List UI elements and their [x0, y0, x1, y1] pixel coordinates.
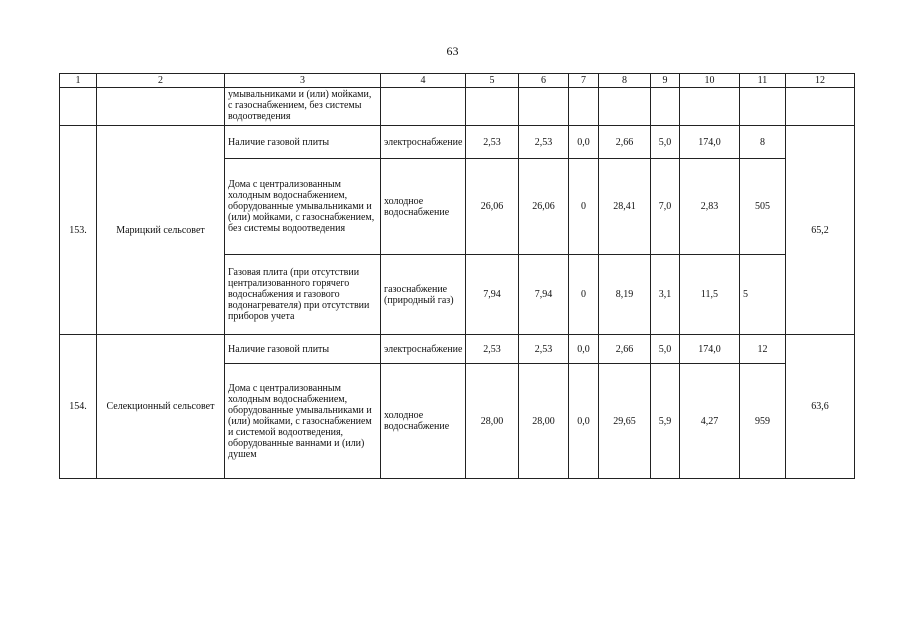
- cell-c10: 174,0: [680, 126, 740, 159]
- cell-c7: 0,0: [569, 335, 599, 364]
- cell-c7: 0: [569, 255, 599, 335]
- cell-c8: 28,41: [599, 159, 651, 255]
- header-cell-1: 1: [60, 74, 97, 88]
- cell-c7: 0: [569, 159, 599, 255]
- row-service: электроснабжение: [381, 335, 466, 364]
- row-service: электроснабжение: [381, 126, 466, 159]
- cell-c11: 959: [740, 364, 786, 479]
- cell-c10: 2,83: [680, 159, 740, 255]
- header-cell-8: 8: [599, 74, 651, 88]
- header-cell-2: 2: [97, 74, 225, 88]
- cell-c5: 2,53: [466, 126, 519, 159]
- cell-c5: 26,06: [466, 159, 519, 255]
- block-number: 154.: [60, 335, 97, 479]
- cell-c9: 5,0: [651, 126, 680, 159]
- cell-c9: 7,0: [651, 159, 680, 255]
- cell-c5: 2,53: [466, 335, 519, 364]
- cell-c8: 29,65: [599, 364, 651, 479]
- cell-c5: 7,94: [466, 255, 519, 335]
- header-cell-3: 3: [225, 74, 381, 88]
- cell-c11: 12: [740, 335, 786, 364]
- header-cell-5: 5: [466, 74, 519, 88]
- settlement-name: Марицкий сельсовет: [97, 126, 225, 335]
- continuation-description: умывальниками и (или) мойками, с газоснабжением, без системы водоотведения: [225, 88, 381, 126]
- cell-c10: 11,5: [680, 255, 740, 335]
- tariff-table: [59, 73, 855, 479]
- cell-c10: 174,0: [680, 335, 740, 364]
- cell-c8: 2,66: [599, 126, 651, 159]
- header-cell-4: 4: [381, 74, 466, 88]
- block-total: 63,6: [786, 335, 855, 479]
- cell-c8: 2,66: [599, 335, 651, 364]
- header-cell-11: 11: [740, 74, 786, 88]
- continuation-row: [60, 88, 855, 126]
- block-number: 153.: [60, 126, 97, 335]
- cell-c6: 7,94: [519, 255, 569, 335]
- row-description: Газовая плита (при отсутствии централизованного горячего водоснабжения и газового водонагревателя) при отсутствии приборов учета: [225, 255, 381, 335]
- cell-c6: 28,00: [519, 364, 569, 479]
- cell-c11: 5: [740, 255, 786, 335]
- header-cell-7: 7: [569, 74, 599, 88]
- cell-c7: 0,0: [569, 364, 599, 479]
- table-row: [60, 126, 855, 159]
- cell-c6: 26,06: [519, 159, 569, 255]
- cell-c5: 28,00: [466, 364, 519, 479]
- cell-c9: 5,9: [651, 364, 680, 479]
- block-total: 65,2: [786, 126, 855, 335]
- row-service: холодное водоснабжение: [381, 364, 466, 479]
- row-description: Дома с централизованным холодным водоснабжением, оборудованные умывальниками и (или) мойками, с газоснабжением, без системы водоотведения: [225, 159, 381, 255]
- header-row: [60, 74, 855, 88]
- cell-c7: 0,0: [569, 126, 599, 159]
- cell-c11: 505: [740, 159, 786, 255]
- cell-c8: 8,19: [599, 255, 651, 335]
- settlement-name: Селекционный сельсовет: [97, 335, 225, 479]
- table-row: [60, 335, 855, 364]
- row-service: газоснабжение (природный газ): [381, 255, 466, 335]
- cell-c9: 3,1: [651, 255, 680, 335]
- row-description: Наличие газовой плиты: [225, 335, 381, 364]
- header-cell-9: 9: [651, 74, 680, 88]
- row-description: Дома с централизованным холодным водоснабжением, оборудованные умывальниками и (или) мойками, с газоснабжением и системой водоотведения, оборудованные ваннами и (или) душем: [225, 364, 381, 479]
- row-service: холодное водоснабжение: [381, 159, 466, 255]
- cell-c9: 5,0: [651, 335, 680, 364]
- page-number: 63: [446, 44, 459, 58]
- header-cell-12: 12: [786, 74, 855, 88]
- cell-c6: 2,53: [519, 335, 569, 364]
- row-description: Наличие газовой плиты: [225, 126, 381, 159]
- header-cell-6: 6: [519, 74, 569, 88]
- cell-c11: 8: [740, 126, 786, 159]
- header-cell-10: 10: [680, 74, 740, 88]
- cell-c10: 4,27: [680, 364, 740, 479]
- cell-c6: 2,53: [519, 126, 569, 159]
